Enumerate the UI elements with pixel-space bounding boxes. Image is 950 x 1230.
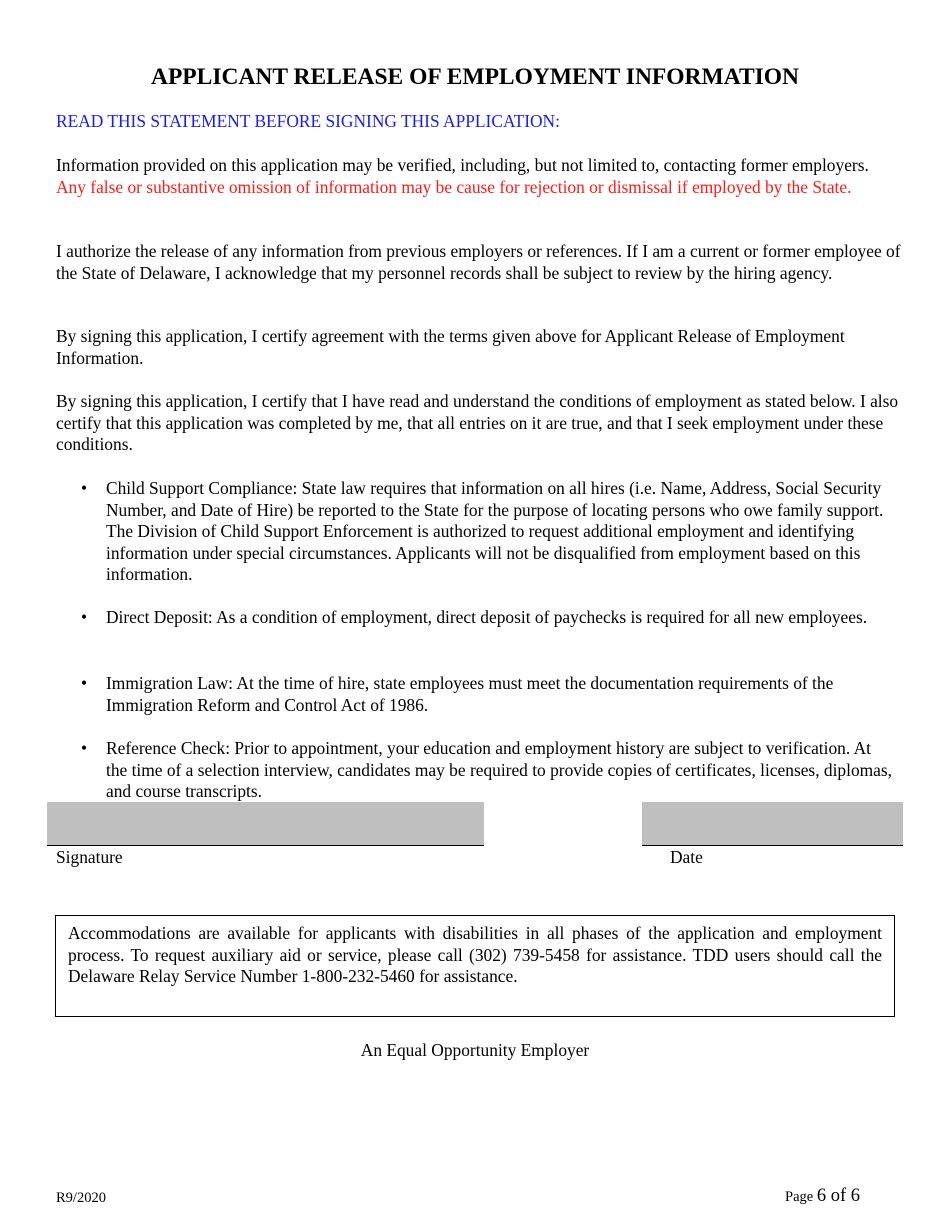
page-prefix: Page bbox=[785, 1189, 817, 1205]
condition-direct-deposit bbox=[80, 607, 896, 629]
page-count: 6 of 6 bbox=[816, 1186, 860, 1206]
condition-child-support bbox=[80, 478, 896, 586]
signature-label: Signature bbox=[56, 847, 123, 867]
bullet-icon: • bbox=[80, 673, 88, 693]
equal-opportunity-statement: An Equal Opportunity Employer bbox=[360, 1040, 590, 1060]
bullet-icon: • bbox=[80, 478, 88, 498]
date-field[interactable] bbox=[642, 802, 903, 846]
bullet-icon: • bbox=[80, 738, 88, 758]
bullet-icon: • bbox=[80, 607, 88, 627]
verification-text: Information provided on this application may be verified, including, but not limited to, contacting former employers. bbox=[56, 155, 869, 175]
date-label: Date bbox=[670, 847, 703, 867]
condition-reference-check bbox=[80, 738, 896, 803]
agreement-paragraph: By signing this application, I certify agreement with the terms given above for Applicant Release of Employment Information. bbox=[56, 326, 845, 368]
condition-immigration-law bbox=[80, 673, 896, 716]
condition-text: Direct Deposit: As a condition of employment, direct deposit of paychecks is required for all new employees. bbox=[106, 607, 868, 627]
read-statement-heading: READ THIS STATEMENT BEFORE SIGNING THIS APPLICATION: bbox=[56, 111, 560, 131]
page-number bbox=[785, 1186, 860, 1209]
authorization-paragraph: I authorize the release of any information from previous employers or references. If I am a current or former employee of the State of Delaware, I acknowledge that my personnel records shall be subject to review by the hiring agency. bbox=[56, 241, 901, 283]
page-title: APPLICANT RELEASE OF EMPLOYMENT INFORMATION bbox=[150, 64, 800, 90]
condition-text: Immigration Law: At the time of hire, state employees must meet the documentation requirements of the Immigration Reform and Control Act of 1986. bbox=[106, 673, 834, 715]
revision-code: R9/2020 bbox=[56, 1190, 106, 1206]
condition-text: Reference Check: Prior to appointment, your education and employment history are subject to verification. At the time of a selection interview, candidates may be required to provide copies of certificates, licenses, diplomas, and course transcripts. bbox=[106, 738, 893, 802]
certification-paragraph: By signing this application, I certify that I have read and understand the conditions of employment as stated below. I also certify that this application was completed by me, that all entries on it are true, and that I seek employment under these conditions. bbox=[56, 391, 899, 455]
verification-paragraph bbox=[56, 155, 901, 198]
signature-field[interactable] bbox=[47, 802, 484, 846]
accommodations-notice: Accommodations are available for applicants with disabilities in all phases of the application and employment process. To request auxiliary aid or service, please call (302) 739-5458 for assistance. TDD users should call the Delaware Relay Service Number 1-800-232-5460 for assistance. bbox=[55, 915, 895, 1017]
falsification-warning: Any false or substantive omission of information may be cause for rejection or dismissal if employed by the State. bbox=[56, 176, 852, 197]
condition-text: Child Support Compliance: State law requires that information on all hires (i.e. Name, Address, Social Security Number, and Date of Hire) be reported to the State for the purpose of locating persons who owe family support. The Division of Child Support Enforcement is authorized to request additional employment and identifying information under special circumstances. Applicants will not be disqualified from employment based on this information. bbox=[106, 478, 884, 585]
